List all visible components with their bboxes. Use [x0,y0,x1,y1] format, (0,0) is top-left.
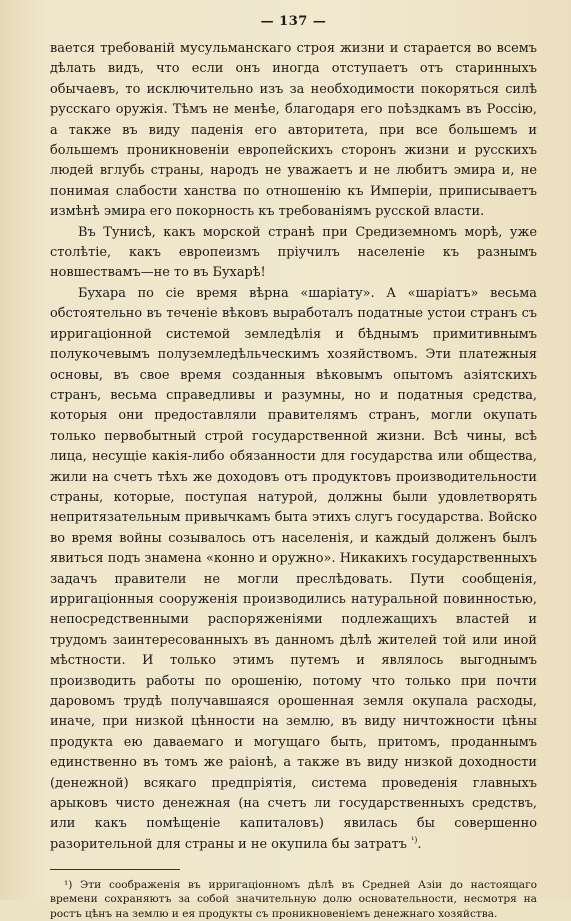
footnote-reference: ¹) [411,835,418,845]
footnote-marker: ¹) [64,879,73,892]
paragraph-bukhara: Бухара по сіе время вѣрна «шаріату». А «шаріатъ» весьма обстоятельно въ теченіе вѣковъ выработалъ податные устои странъ съ ирригаціонной системой земледѣлія и бѣднымъ примитивнымъ полукочевымъ полуземледѣльческимъ хозяйствомъ. Эти платежныя основы, въ свое время созданныя вѣковымъ опытомъ азіятскихъ странъ, весьма справедливы и разумны, но и податныя средства, которыя они предоставляли правителямъ странъ, могли окупать только первобытный строй государственной жизни. Всѣ чины, всѣ лица, несущіе какія-либо обязанности для государства или общества, жили на счетъ тѣхъ же доходовъ отъ продуктовъ производительности страны, которые, поступая натурой, должны были удовлетворять непритязательным привычкамъ быта этихъ слугъ государства. Войско во время войны созывалось отъ населенія, и каждый долженъ былъ явиться подъ знамена «конно и оружно». Никакихъ государственныхъ задачъ правители не могли преслѣдовать. Пути сообщенія, ирригаціонныя сооруженія производились натуральной повинностью, непосредственными распоряженіями подлежащихъ властей и трудомъ заинтересованныхъ въ данномъ дѣлѣ жителей той или иной мѣстности. И только этимъ путемъ и являлось выгоднымъ производить работы по орошенію, потому что только при почти даровомъ трудѣ получавшаяся орошенная земля окупала расходы, иначе, при низкой цѣнности на землю, въ виду ничтожности цѣны продукта ею даваемаго и могущаго быть, притомъ, проданнымъ единственно въ томъ же раіонѣ, а также въ виду низкой доходности (денежной) всякаго предпріятія, система проведенія главныхъ арыковъ чисто денежная (на счетъ ли государственныхъ средствъ, или какъ помѣщеніе капиталовъ) явилась бы совершенно разорительной для страны и не окупила бы затратъ $^{^1)}$. [50,285,537,852]
paragraph-tunis: Въ Тунисѣ, какъ морской странѣ при Средиземномъ морѣ, уже столѣтіе, какъ европеизмъ пріучилъ населеніе къ разнымъ новшествамъ—не то въ Бухарѣ! [50,224,537,281]
page-number: — 137 — [260,14,327,29]
footnote-separator [50,869,180,870]
paragraph-bukhara-text: Бухара по сіе время вѣрна «шаріату». А «шаріатъ» весьма обстоятельно въ теченіе вѣковъ выработалъ податные устои странъ съ ирригаціонной системой земледѣлія и бѣднымъ примитивнымъ полукочевымъ полуземледѣльческимъ хозяйствомъ. Эти платежныя основы, въ свое время созданныя вѣковымъ опытомъ азіятскихъ странъ, весьма справедливы и разумны, но и податныя средства, которыя они предоставляли правителямъ странъ, могли окупать только первобытный строй государственной жизни. Всѣ чины, всѣ лица, несущіе какія-либо обязанности для государства или общества, жили на счетъ тѣхъ же доходовъ отъ продуктовъ производительности страны, которые, поступая натурой, должны были удовлетворять непритязательным привычкамъ быта этихъ слугъ государства. Войско во время войны созывалось отъ населенія, и каждый долженъ былъ явиться подъ знамена «конно и оружно». Никакихъ государственныхъ задачъ правители не могли преслѣдовать. Пути сообщенія, ирригаціонныя сооруженія производились натуральной повинностью, непосредственными распоряженіями подлежащихъ властей и трудомъ заинтересованныхъ въ данномъ дѣлѣ жителей той или иной мѣстности. И только этимъ путемъ и являлось выгоднымъ производить работы по орошенію, потому что только при почти даровомъ трудѣ получавшаяся орошенная земля окупала расходы, иначе, при низкой цѣнности на землю, въ виду ничтожности цѣны продукта ею даваемаго и могущаго быть, притомъ, проданнымъ единственно въ томъ же раіонѣ, а также въ виду низкой доходности (денежной) всякаго предпріятія, система проведенія главныхъ арыковъ чисто денежная (на счетъ ли государственныхъ средствъ, или какъ помѣщеніе капиталовъ) явилась бы совершенно разорительной для страны и не окупила бы затратъ [50,285,537,852]
body-text [50,39,537,855]
paragraph-continuation: вается требованій мусульманскаго строя жизни и старается во всемъ дѣлать видъ, что если онъ иногда отступаетъ отъ старинныхъ обычаевъ, то исключительно изъ за необходимости покоряться силѣ русскаго оружія. Тѣмъ не менѣе, благодаря его поѣздкамъ въ Россію, а также въ виду паденія его авторитета, при все большемъ и большемъ проникновеніи европейскихъ сторонъ жизни и русскихъ людей вглубь страны, народъ не уважаетъ и не любитъ эмира и, не понимая слабости ханства по отношенію къ Имперіи, приписываетъ измѣнѣ эмира его покорность къ требованіямъ русской власти. [50,41,537,220]
footnote-text: Эти соображенія въ ирригаціонномъ дѣлѣ въ Средней Азіи до настоящаго времени сохраняютъ за собой значительную долю основательности, несмотря на ростъ цѣнъ на землю и ея продукты съ проникновеніемъ денежнаго хозяйства. [50,879,537,920]
